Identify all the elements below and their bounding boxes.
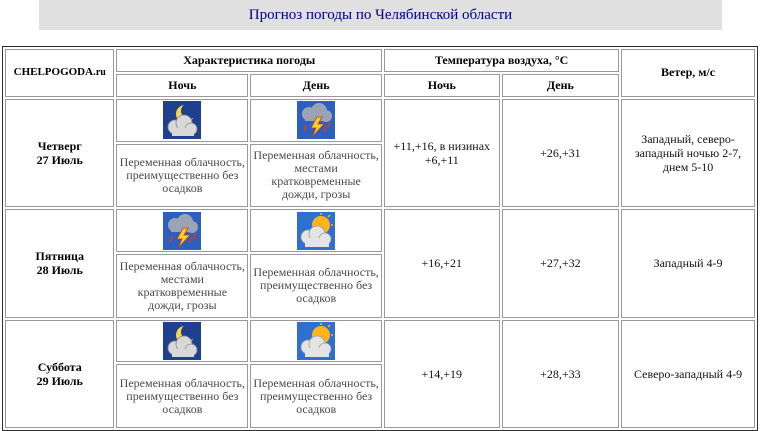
day-cell: [5, 320, 114, 428]
forecast-table-frame: [2, 46, 758, 431]
header-temp-night: Ночь: [384, 74, 500, 97]
day-cell: [5, 209, 114, 317]
temp-night: +11,+16, в низинах +6,+11: [384, 99, 500, 207]
site-logo-suffix: ru: [95, 67, 106, 79]
temp-day: +28,+33: [502, 320, 620, 428]
day-icon-cell: [250, 99, 382, 142]
night-icon-cell: [116, 99, 248, 142]
moon-cloud-icon: [163, 322, 201, 360]
sun-cloud-icon: [297, 212, 335, 250]
day-icon-cell: [250, 320, 382, 363]
day-icon-cell: [250, 209, 382, 252]
wind-info: Западный, северо-западный ночью 2-7, днем 5-10: [621, 99, 755, 207]
storm-icon: [163, 212, 201, 250]
temp-day: +26,+31: [502, 99, 620, 207]
temp-day: +27,+32: [502, 209, 620, 317]
header-temp-day: День: [502, 74, 620, 97]
day-description: Переменная облачность, преимущественно без осадков: [250, 364, 382, 428]
day-date: 28 Июль: [36, 263, 83, 278]
header-wind: Ветер, м/с: [621, 49, 755, 97]
site-logo[interactable]: [5, 49, 114, 97]
temp-night: +16,+21: [384, 209, 500, 317]
header-weather-night: Ночь: [116, 74, 248, 97]
day-cell: [5, 99, 114, 207]
wind-info: Северо-западный 4-9: [621, 320, 755, 428]
site-logo-main: CHELPOGODA.: [13, 66, 96, 79]
storm-icon: [297, 101, 335, 139]
day-date: 27 Июль: [36, 153, 83, 168]
night-description: Переменная облачность, преимущественно без осадков: [116, 144, 248, 208]
header-weather: Характеристика погоды: [116, 49, 382, 72]
night-icon-cell: [116, 209, 248, 252]
day-description: Переменная облачность, преимущественно без осадков: [250, 254, 382, 318]
day-description: Переменная облачность, местами кратковременные дожди, грозы: [250, 144, 382, 208]
header-temperature: Температура воздуха, °C: [384, 49, 619, 72]
night-icon-cell: [116, 320, 248, 363]
day-weekday: Пятница: [35, 249, 84, 264]
day-weekday: Суббота: [37, 359, 82, 374]
wind-info: Западный 4-9: [621, 209, 755, 317]
forecast-table: [3, 47, 757, 430]
sun-cloud-icon: [297, 322, 335, 360]
moon-cloud-icon: [163, 101, 201, 139]
day-date: 29 Июль: [36, 373, 83, 388]
temp-night: +14,+19: [384, 320, 500, 428]
day-weekday: Четверг: [37, 139, 82, 154]
night-description: Переменная облачность, местами кратковременные дожди, грозы: [116, 254, 248, 318]
night-description: Переменная облачность, преимущественно без осадков: [116, 364, 248, 428]
header-weather-day: День: [250, 74, 382, 97]
page-title: Прогноз погоды по Челябинской области: [39, 0, 722, 30]
